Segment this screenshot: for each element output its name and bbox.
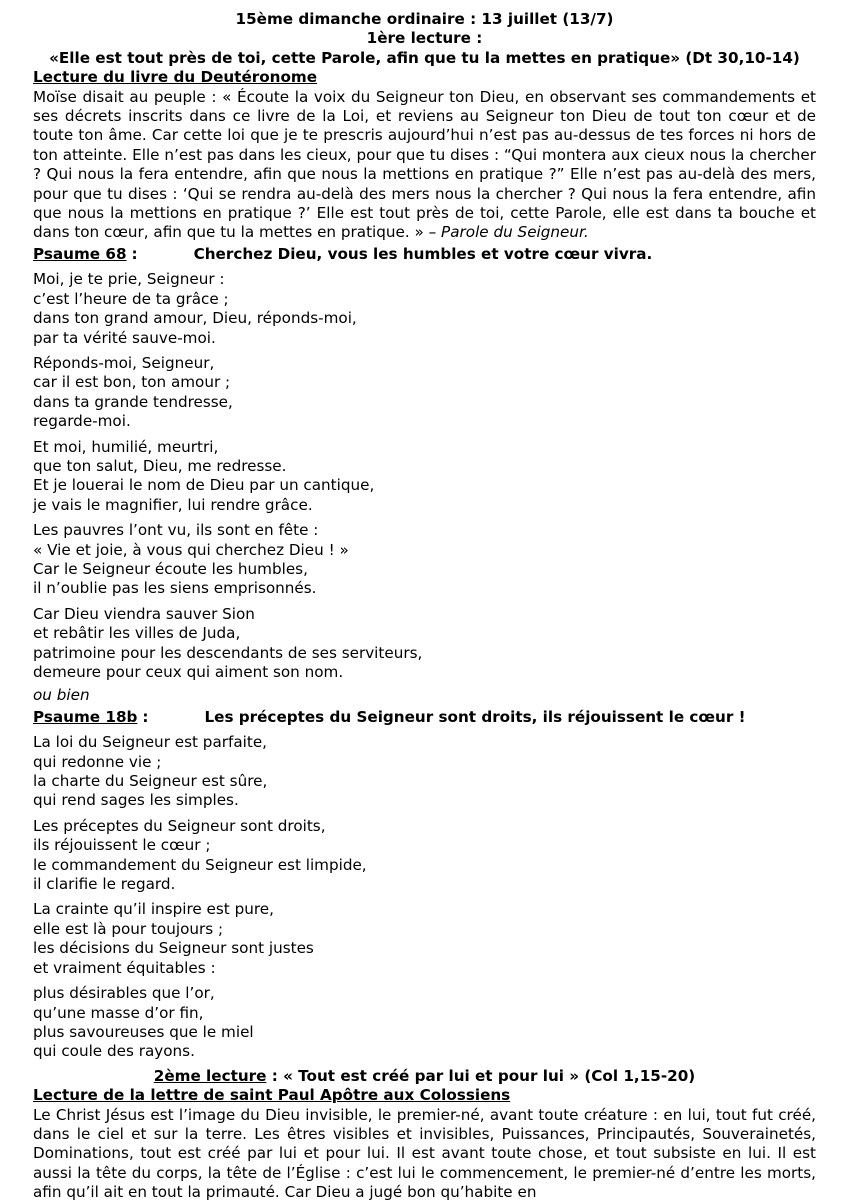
verse-line: Et moi, humilié, meurtri, [33,437,219,456]
stanza [33,438,816,516]
verse-line: Réponds-moi, Seigneur, [33,353,215,372]
psalm-68-stanzas [33,270,816,682]
verse-line: il clarifie le regard. [33,875,176,894]
first-reading-heading: Lecture du livre du Deutéronome [33,68,318,87]
verse-line: qu’une masse d’or fin, [33,1003,204,1022]
verse-line: « Vie et joie, à vous qui cherchez Dieu ! » [33,540,349,559]
verse-line: par ta vérité sauve-moi. [33,328,216,347]
verse-line: le commandement du Seigneur est limpide, [33,855,367,874]
or-else-label: ou bien [33,686,90,705]
psalm-68-refrain: Cherchez Dieu, vous les humbles et votre cœur vivra. [193,244,653,263]
verse-line: La crainte qu’il inspire est pure, [33,900,274,919]
first-reading-closing: – Parole du Seigneur. [428,223,589,242]
verse-line: et rebâtir les villes de Juda, [33,624,241,643]
verse-line: elle est là pour toujours ; [33,919,224,938]
stanza [33,521,816,599]
verse-line: qui rend sages les simples. [33,791,239,810]
psalm-18b-stanzas [33,733,816,1062]
psalm-18b-header [33,708,816,727]
psalm-18b-refrain: Les préceptes du Seigneur sont droits, ils réjouissent le cœur ! [204,707,746,726]
psalm-18b-ref: Psaume 18b [33,707,138,726]
verse-line: il n’oublie pas les siens emprisonnés. [33,579,317,598]
first-reading-text [33,88,816,243]
verse-line: et vraiment équitables : [33,958,216,977]
second-reading-heading: Lecture de la lettre de saint Paul Apôtre aux Colossiens [33,1086,511,1105]
verse-line: plus savoureuses que le miel [33,1022,254,1041]
verse-line: Car le Seigneur écoute les humbles, [33,559,308,578]
verse-line: patrimoine pour les descendants de ses serviteurs, [33,643,423,662]
stanza [33,817,816,895]
verse-line: Moi, je te prie, Seigneur : [33,270,225,289]
first-reading-title: «Elle est tout près de toi, cette Parole, afin que tu la mettes en pratique» (Dt 30,10-14) [49,48,800,67]
second-reading-title [33,1067,816,1086]
verse-line: Et je louerai le nom de Dieu par un cantique, [33,476,375,495]
verse-line: La loi du Seigneur est parfaite, [33,733,267,752]
stanza [33,354,816,432]
verse-line: plus désirables que l’or, [33,984,215,1003]
verse-line: Les préceptes du Seigneur sont droits, [33,816,326,835]
stanza [33,984,816,1062]
verse-line: c’est l’heure de ta grâce ; [33,289,229,308]
stanza [33,605,816,683]
verse-line: Car Dieu viendra sauver Sion [33,604,255,623]
second-reading-label: 2ème lecture [153,1066,267,1085]
stanza [33,900,816,978]
psalm-68-header [33,245,816,264]
psalm-18b-colon: : [142,707,149,726]
verse-line: dans ton grand amour, Dieu, réponds-moi, [33,309,357,328]
verse-line: je vais le magnifier, lui rendre grâce. [33,495,313,514]
first-reading-body: Moïse disait au peuple : « Écoute la voix du Seigneur ton Dieu, en observant ses commandements et ses décrets inscrits dans ce livre de la Loi, et reviens au Seigneur ton Dieu de tout ton cœur et de toute ton âme. Car cette loi que je te prescris aujourd’hui n’est pas au-dessus de tes forces ni hors de ton atteinte. Elle n’est pas dans les cieux, pour que tu dises : “Qui montera aux cieux nous la chercher ? Qui nous la fera entendre, afin que nous la mettions en pratique ?” Elle n’est pas au-delà des mers, pour que tu dises : ‘Qui se rendra au-delà des mers nous la chercher ? Qui nous la fera entendre, afin que nous la mettions en pratique ?’ Elle est tout près de toi, cette Parole, elle est dans ta bouche et dans ton cœur, afin que tu la mettes en pratique. » [33,87,816,242]
first-reading-label: 1ère lecture : [366,29,483,48]
verse-line: les décisions du Seigneur sont justes [33,939,314,958]
verse-line: que ton salut, Dieu, me redresse. [33,456,287,475]
psalm-68-ref: Psaume 68 [33,244,127,263]
verse-line: Les pauvres l’ont vu, ils sont en fête : [33,521,319,540]
verse-line: qui coule des rayons. [33,1042,195,1061]
verse-line: la charte du Seigneur est sûre, [33,772,268,791]
date-title: 15ème dimanche ordinaire : 13 juillet (13/7) [235,10,614,28]
second-reading-citation: : « Tout est créé par lui et pour lui » (Col 1,15-20) [266,1066,696,1085]
document-page [33,10,816,1203]
second-reading-text: Le Christ Jésus est l’image du Dieu invisible, le premier-né, avant toute créature : en lui, tout fut créé, dans le ciel et sur la terre. Les êtres visibles et invisibles, Puissances, Principautés, Souverainetés, Dominations, tout est créé par lui et pour lui. Il est avant toute chose, et tout subsiste en lui. Il est aussi la tête du corps, la tête de l’Église : c’est lui le commencement, le premier-né d’entre les morts, afin qu’il ait en tout la primauté. Car Dieu a jugé bon qu’habite en [33,1105,816,1202]
verse-line: ils réjouissent le cœur ; [33,836,211,855]
verse-line: car il est bon, ton amour ; [33,373,231,392]
stanza [33,733,816,811]
verse-line: dans ta grande tendresse, [33,392,233,411]
stanza [33,270,816,348]
verse-line: demeure pour ceux qui aiment son nom. [33,663,344,681]
verse-line: qui redonne vie ; [33,752,162,771]
verse-line: regarde-moi. [33,412,131,431]
psalm-68-colon: : [131,244,138,263]
